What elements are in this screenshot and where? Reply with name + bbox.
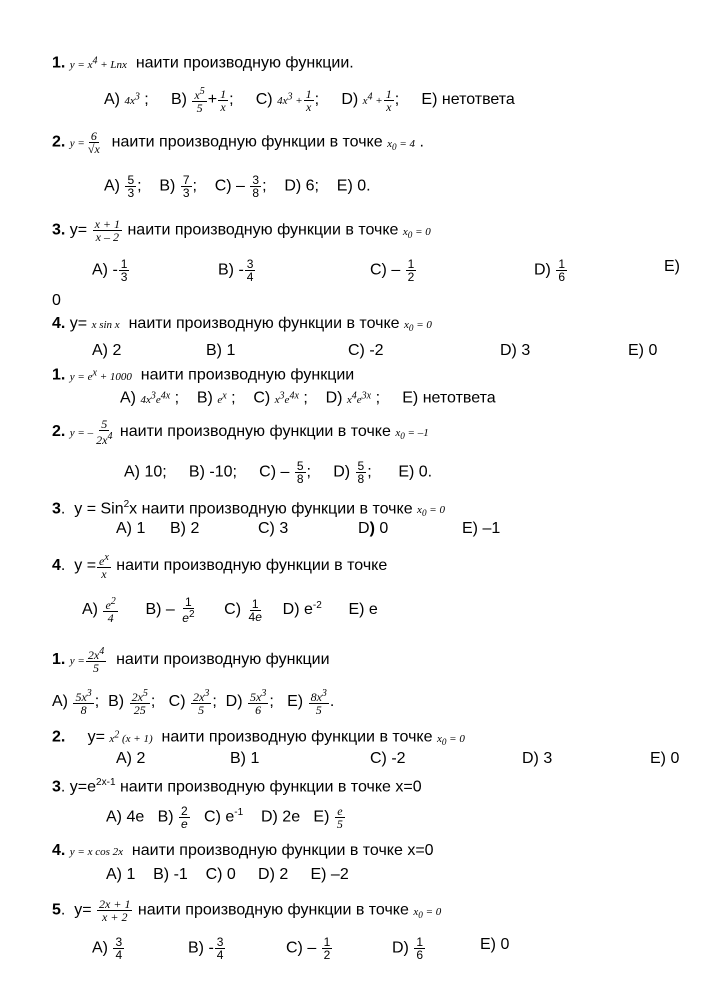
question-2-1: 1. $y = e^x + 1000$ наити производную функции	[52, 366, 355, 384]
answers-1-2: A) $\frac{5}{3}$ ; B) $\frac{7}{3}$ ; C) – $\frac{3}{8}$ ; D) 6; E) 0.	[104, 173, 371, 200]
page: 1. $y = x^4$ + Lnx наити производную функции. A) $4x^3$ ; B) $\frac{x^5}{5}$ + $\frac{1}{x}$ ; C) $4x^3$ + $\frac{1}{x}$ ; D) $x^4$ + $\frac{1}{x}$ ; E) нетответа 2. y = $\frac{6}{√x}$ наити производную функции в точке $x_0 = 4$ . A) $\frac{5}{3}$ ; B) $\frac{7}{3}$ ; C) – $\frac{3}{8}$ ; D) 6; E) 0. 3. y= $\frac{x + 1}{x - 2}$ наити производную функции в точке $x_0 = 0$ A) - $\frac{1}{3}$ B) - $\frac{3}{4}$ C) – $\frac{1}{2}$ D) $\frac{1}{6}$ E) 0 4. y= x sin x наити производную функции в точке $x_0 = 0$ A) 2 B) 1 C) -2 D) 3 E) 0 1. $y = e^x + 1000$ наити производную функции A) $4x^3e^{4x}$ ; B) $e^x$ ; C) $x^3e^{4x}$ ; D) $x^4e^{3x}$ ; E) нетответа 2. y = – $\frac{5}{2x^4}$ наити производную функции в точке $x_0 = -1$ A) 10; B) -10; C) – $\frac{5}{8}$ ; D) $\frac{5}{8}$ ; E) 0. 3. y = Sin$^2$x наити производную функции в точке $x_0 = 0$ A) 1 B) 2 C) 3 D) 0 E) –1 4. y = $\frac{e^x}{x}$ наити производную функции в точке A) $\frac{e^2}{4}$ B) – $\frac{1}{e^2}$ C) $\frac{1}{4e}$ D) $e^{-2}$ E) e 1. y = $\frac{2x^4}{5}$ наити производную функции A) $\frac{5x^3}{8}$ ; B) $\frac{2x^5}{25}$ ; C) $\frac{2x^3}{5}$ ; D) $\frac{5x^3}{6}$ ; E) $\frac{8x^3}{5}$ . 2. $y= x^2$ (x + 1) наити производную функции в точке $x_0 = 0$ A) 2 B) 1 C) -2 D) 3 E) 0 3. $y=e^{2x-1}$ наити производную функции в точке x=0 A) 4e B) $\frac{2}{e}$ C) $e^{-1}$ D) 2e E) $\frac{e}{5}$ 4. y = x cos 2x наити производную функции в точке x=0 A) 1 B) -1 C) 0 D) 2 E) –2 5. y= $\frac{2x + 1}{x + 2}$ наити производную функции в точке $x_0 = 0$ A) $\frac{3}{4}$ B) - $\frac{3}{4}$ C) – $\frac{1}{2}$ D) $\frac{1}{6}$ E) 0	[0, 0, 720, 1006]
question-3-5: 5. y= $\frac{2x + 1}{x + 2}$ наити производную функции в точке $x_0 = 0$	[52, 897, 442, 924]
question-2-3: 3. y = Sin$^2$x наити производную функции в точке $x_0 = 0$	[52, 499, 445, 519]
answers-3-4: A) 1 B) -1 C) 0 D) 2 E) –2	[106, 866, 349, 883]
question-3-4: 4. y = x cos 2x наити производную функции в точке x=0	[52, 842, 434, 859]
answers-2-4: A) $\frac{e^2}{4}$ B) – $\frac{1}{e^2}$ C) $\frac{1}{4e}$ D) $e^{-2}$ E) e	[82, 595, 378, 625]
answer-e-value: 0	[52, 292, 61, 309]
answers-2-1: A) $4x^3e^{4x}$ ; B) $e^x$ ; C) $x^3e^{4x}$ ; D) $x^4e^{3x}$ ; E) нетответа	[120, 389, 496, 407]
question-3-2: 2. $y= x^2$ (x + 1) наити производную функции в точке $x_0 = 0$	[52, 728, 465, 747]
question-1-4: 4. y= x sin x наити производную функции в точке $x_0 = 0$	[52, 315, 432, 334]
question-3-3: 3. $y=e^{2x-1}$ наити производную функции в точке x=0	[52, 777, 422, 796]
answers-1-3: A) - $\frac{1}{3}$ B) - $\frac{3}{4}$ C) – $\frac{1}{2}$ D) $\frac{1}{6}$ E)	[92, 257, 680, 284]
question-3-1: 1. y = $\frac{2x^4}{5}$ наити производную функции	[52, 646, 330, 675]
answers-3-1: A) $\frac{5x^3}{8}$ ; B) $\frac{2x^5}{25}$ ; C) $\frac{2x^3}{5}$ ; D) $\frac{5x^3}{6}$ ; E) $\frac{8x^3}{5}$ .	[52, 688, 335, 717]
answers-3-3: A) 4e B) $\frac{2}{e}$ C) $e^{-1}$ D) 2e E) $\frac{e}{5}$	[106, 803, 343, 831]
question-1-2: 2. y = $\frac{6}{√x}$ наити производную функции в точке $x_0 = 4$ .	[52, 129, 424, 156]
question-2-2: 2. y = – $\frac{5}{2x^4}$ наити производную функции в точке $x_0 = -1$	[52, 417, 429, 447]
question-1-3: 3. y= $\frac{x + 1}{x - 2}$ наити производную функции в точке $x_0 = 0$	[52, 217, 431, 244]
question-1-1: 1. $y = x^4$ + Lnx наити производную функции.	[52, 54, 354, 72]
answers-1-1: A) $4x^3$ ; B) $\frac{x^5}{5}$ + $\frac{1}{x}$ ; C) $4x^3$ + $\frac{1}{x}$ ; D) $x^4$ + $\frac{1}{x}$ ; E) нетответа	[104, 86, 515, 115]
answers-3-5: A) $\frac{3}{4}$ B) - $\frac{3}{4}$ C) – $\frac{1}{2}$ D) $\frac{1}{6}$ E) 0	[92, 935, 510, 962]
question-2-4: 4. y = $\frac{e^x}{x}$ наити производную функции в точке	[52, 552, 388, 581]
answers-2-2: A) 10; B) -10; C) – $\frac{5}{8}$ ; D) $\frac{5}{8}$ ; E) 0.	[124, 459, 433, 486]
